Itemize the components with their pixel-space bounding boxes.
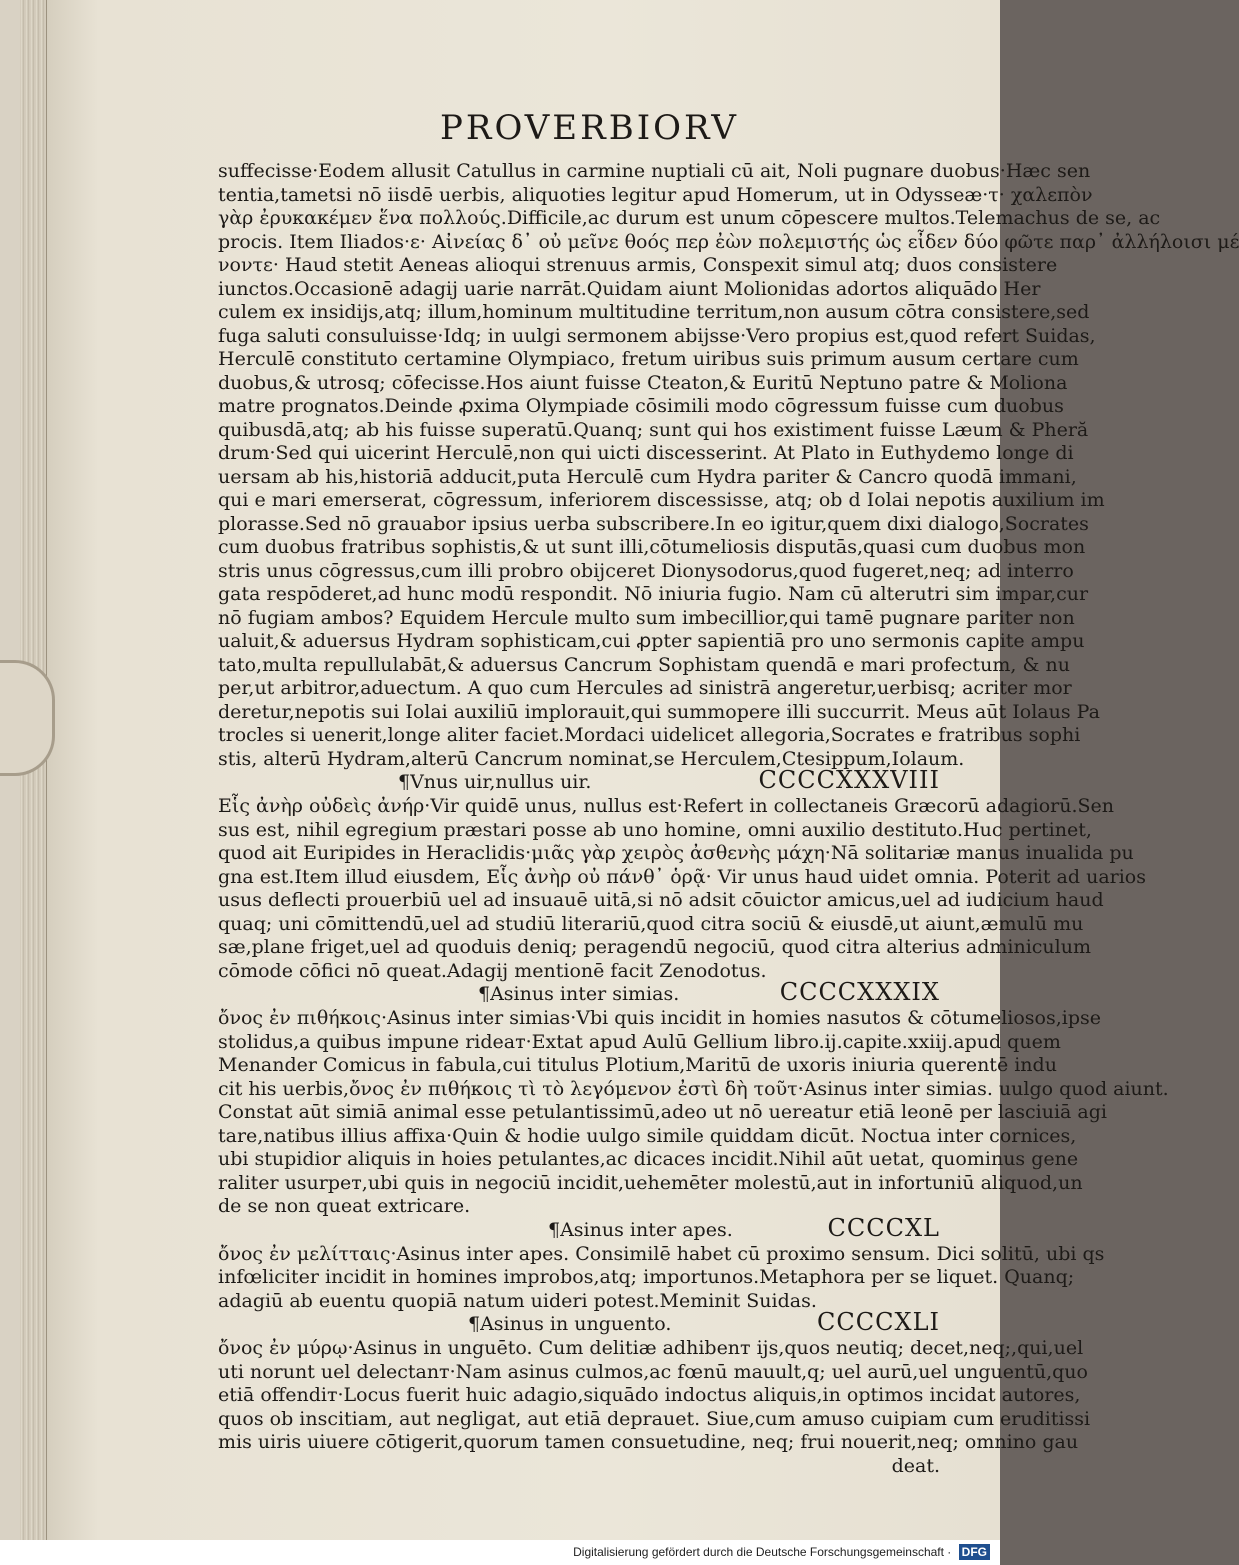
text-line: deretur,nepotis sui Iolai auxiliū implorauit,qui summopere illi succurrit. Meus aūt Iolaus Pa: [218, 700, 1100, 723]
text-line: ualuit,& aduersus Hydram sophisticam,cui ꝓpter sapientiā pro uno sermonis capite ampu: [218, 630, 1085, 652]
text-line: tato,multa repullulabāt,& aduersus Cancrum Sophistam quendā e mari profectum, & nu: [218, 653, 1070, 676]
text-line: quibusdā,atq; ab his fuisse superatū.Quanq; sunt qui hos existiment fuisse Læum & Pheră: [218, 418, 1089, 441]
section-title: ¶Asinus in unguento.: [468, 1313, 672, 1335]
text-line: quaq; uni cōmittendū,uel ad studiū literariū,quod citra sociū & eiusdē,ut aiunt,æmulū mu: [218, 912, 1084, 935]
text-line: cōmode cōfici nō queat.Adagij mentionē facit Zenodotus.: [218, 959, 767, 982]
section-title: ¶Vnus uir,nullus uir.: [398, 771, 592, 793]
section-body: [218, 795, 1146, 983]
footer-credit: [0, 1540, 1000, 1565]
text-line: duobus,& utrosq; cōfecisse.Hos aiunt fuisse Cteaton,& Euritū Neptuno patre & Moliona: [218, 371, 1068, 394]
text-line: plorasse.Sed nō grauabor ipsius uerba subscribere.In eo igitur,quem dixi dialogo,Socrates: [218, 512, 1089, 535]
text-line: stis, alterū Hydram,alterū Cancrum nominat,se Herculem,Ctesippum,Iolaum.: [218, 747, 965, 770]
text-line: uersam ab his,historiā adducit,puta Herculē cum Hydra pariter & Cancro quodā immani,: [218, 465, 1077, 488]
text-line: tare,natibus illius affixa·Quin & hodie uulgo simile quiddam dicūt. Noctua inter cornices,: [218, 1124, 1077, 1147]
text-line: Herculē constituto certamine Olympiaco, fretum uiribus suis primum ausum certare cum: [218, 348, 1079, 370]
text-line: adagiū ab euentu quopiā natum uideri potest.Meminit Suidas.: [218, 1289, 817, 1312]
text-line: suffecisse·Eodem allusit Catullus in carmine nuptiali cū ait, Noli pugnare duobus·Hæc sen: [218, 160, 1091, 182]
text-line: fuga saluti consuluisse·Idq; in uulgi sermonem abijsse·Vero propius est,quod refert Suidas,: [218, 324, 1096, 347]
section-heading: [218, 1213, 940, 1243]
section-body: [218, 1242, 1105, 1314]
footer-text: Digitalisierung gefördert durch die Deutsche Forschungsgemeinschaft ·: [573, 1545, 952, 1559]
text-line: quos ob inscitiam, aut negligat, aut etiā deprauet. Siue,cum amuso cuipiam cum eruditissi: [218, 1407, 1091, 1430]
text-line: quod ait Euripides in Heraclidis·μιᾶς γὰρ χειρὸς ἀσθενὴς μάχη·Nā solitariæ manus inualida pu: [218, 842, 1134, 864]
text-line: sus est, nihil egregium præstari posse ab uno homine, omni auxilio destituto.Huc pertinet,: [218, 818, 1092, 841]
text-line: etiā offendiт·Locus fuerit huic adagio,siquādo indoctus aliquis,in optimos incidat autores,: [218, 1384, 1081, 1406]
section-heading: [218, 978, 940, 1007]
text-line: γὰρ ἐρυκακέμεν ἕνα πολλούς.Difficile,ac durum est unum cōpescere multos.Telemachus de se, ac: [218, 207, 1161, 229]
section-title: ¶Asinus inter simias.: [478, 983, 680, 1005]
text-line: raliter usurpeт,ubi quis in negociū incidit,uehemēter molestū,aut in infortuniū aliquod,un: [218, 1171, 1083, 1194]
section-body: [218, 1337, 1091, 1478]
text-line: iunctos.Occasionē adagij uarie narrāt.Quidam aiunt Molionidas adortos aliquādo Her: [218, 277, 1041, 300]
text-line: qui e mari emerserat, cōgressum, inferiorem discessisse, atq; ob d Iolai nepotis auxilium im: [218, 489, 1105, 511]
text-line: gata respōderet,ad hunc modū respondit. Nō iniuria fugio. Nam cū alterutri sim impar,cur: [218, 583, 1089, 605]
text-line: cum duobus fratribus sophistis,& ut sunt illi,cōtumeliosis disputās,quasi cum duobus mon: [218, 536, 1086, 558]
text-line: nō fugiam ambos? Equidem Hercule multo sum imbecillior,qui tamē pugnare pariter non: [218, 606, 1075, 629]
section-heading: [218, 1308, 940, 1337]
ribbon-marker: [0, 660, 55, 776]
text-line: trocles si uenerit,longe aliter faciet.Mordaci uidelicet allegoria,Socrates e fratribus sophi: [218, 724, 1081, 746]
text-line: infœliciter incidit in homines improbos,atq; importunos.Metaphora per se liquet. Quanq;: [218, 1266, 1075, 1288]
section-number: CCCCXL: [827, 1213, 940, 1242]
text-line: de se non queat extricare.: [218, 1195, 471, 1217]
text-line: drum·Sed qui uicerint Herculē,non qui uicti discesserint. At Plato in Euthydemo longe di: [218, 442, 1074, 464]
text-line: Εἷς ἀνὴρ οὐδεὶς ἀνήρ·Vir quidē unus, nullus est·Refert in collectaneis Græcorū adagiorū.Sen: [218, 795, 1114, 817]
text-line: deat.: [891, 1454, 940, 1477]
text-line: uti norunt uel delectanт·Nam asinus culmos,ac fœnū mauult,q; uel aurū,uel unguentū,quo: [218, 1360, 1088, 1383]
text-line: νοντε· Haud stetit Aeneas alioqui strenuus armis, Conspexit simul atq; duos consistere: [218, 254, 1058, 276]
text-block: [218, 160, 1239, 1478]
text-line: sæ,plane friget,uel ad quoduis deniq; peragendū negociū, quod citra alterius adminiculum: [218, 936, 1091, 958]
text-line: per,ut arbitror,aduectum. A quo cum Hercules ad sinistrā angeretur,uerbisq; acriter mor: [218, 677, 1072, 699]
section-body: [218, 1007, 1169, 1219]
dfg-logo: DFG: [959, 1544, 990, 1560]
text-line: Constat aūt simiā animal esse petulantissimū,adeo ut nō uereatur etiā leonē per lasciuiā agi: [218, 1101, 1107, 1123]
text-line: mis uiris uiuere cōtigerit,quorum tamen consuetudine, neq; frui nouerit,neq; omnino gau: [218, 1431, 1079, 1453]
section-number: CCCCXLI: [817, 1308, 940, 1336]
text-line: procis. Item Iliados·ε· Αἰνείας δ᾽ οὐ μεῖνε θοός περ ἐὼν πολεμιστής ὡς εἶδεν δύο φῶτε παρ᾽ ἀλλήλοισι μέ: [218, 230, 1239, 253]
section-title: ¶Asinus inter apes.: [548, 1218, 733, 1241]
text-line: matre prognatos.Deinde ꝓxima Olympiade cōsimili modo cōgressum fuisse cum duobus: [218, 395, 1064, 417]
section-number: CCCCXXXVIII: [758, 766, 940, 794]
text-line: ubi stupidior aliquis in hoies petulantes,ac dicaces incidit.Nihil aūt uetat, quominus gene: [218, 1148, 1079, 1170]
text-line: stolidus,a quibus impune rideaт·Extat apud Aulū Gellium libro.ij.capite.xxiij.apud quem: [218, 1030, 1061, 1053]
text-line: ὄνος ἐν μύρῳ·Asinus in unguēto. Cum delitiæ adhibenт ijs,quos neutiq; decet,neq;,qui,uel: [218, 1337, 1084, 1359]
section-number: CCCCXXXIX: [779, 978, 940, 1006]
text-line: tentia,tametsi nō iisdē uerbis, aliquoties legitur apud Homerum, ut in Odysseæ·τ· χαλεπὸν: [218, 183, 1093, 206]
section-heading: [218, 766, 940, 795]
text-line: stris unus cōgressus,cum illi probro obijceret Dionysodorus,quod fugeret,neq; ad interro: [218, 559, 1074, 582]
text-line: usus deflecti prouerbiū uel ad insuauē uitā,si nō adsit cōuictor amicus,uel ad iudicium haud: [218, 889, 1104, 911]
text-line: ὄνος ἐν πιθήκοις·Asinus inter simias·Vbi quis incidit in homies nasutos & cōtumeliosos,ipse: [218, 1007, 1102, 1029]
body-paragraph: [218, 160, 1239, 771]
text-line: culem ex insidijs,atq; illum,hominum multitudine territum,non ausum cōtra consistere,sed: [218, 301, 1090, 323]
running-head: PROVERBIORV: [440, 108, 739, 148]
text-line: ὄνος ἐν μελίτταις·Asinus inter apes. Consimilē habet cū proximo sensum. Dici solitū, ubi qs: [218, 1242, 1105, 1265]
text-line: cit his uerbis,ὄνος ἐν πιθήκοις τὶ τὸ λεγόμενον ἐστὶ δὴ τοῦτ·Asinus inter simias. uulgo quod aiunt.: [218, 1077, 1169, 1100]
text-line: Menander Comicus in fabula,cui titulus Plotium,Maritū de uxoris iniuria querentē indu: [218, 1054, 1057, 1076]
text-line: gna est.Item illud eiusdem, Εἷς ἀνὴρ οὐ πάνθ᾽ ὁρᾷ· Vir unus haud uidet omnia. Poterit ad uarios: [218, 865, 1146, 888]
